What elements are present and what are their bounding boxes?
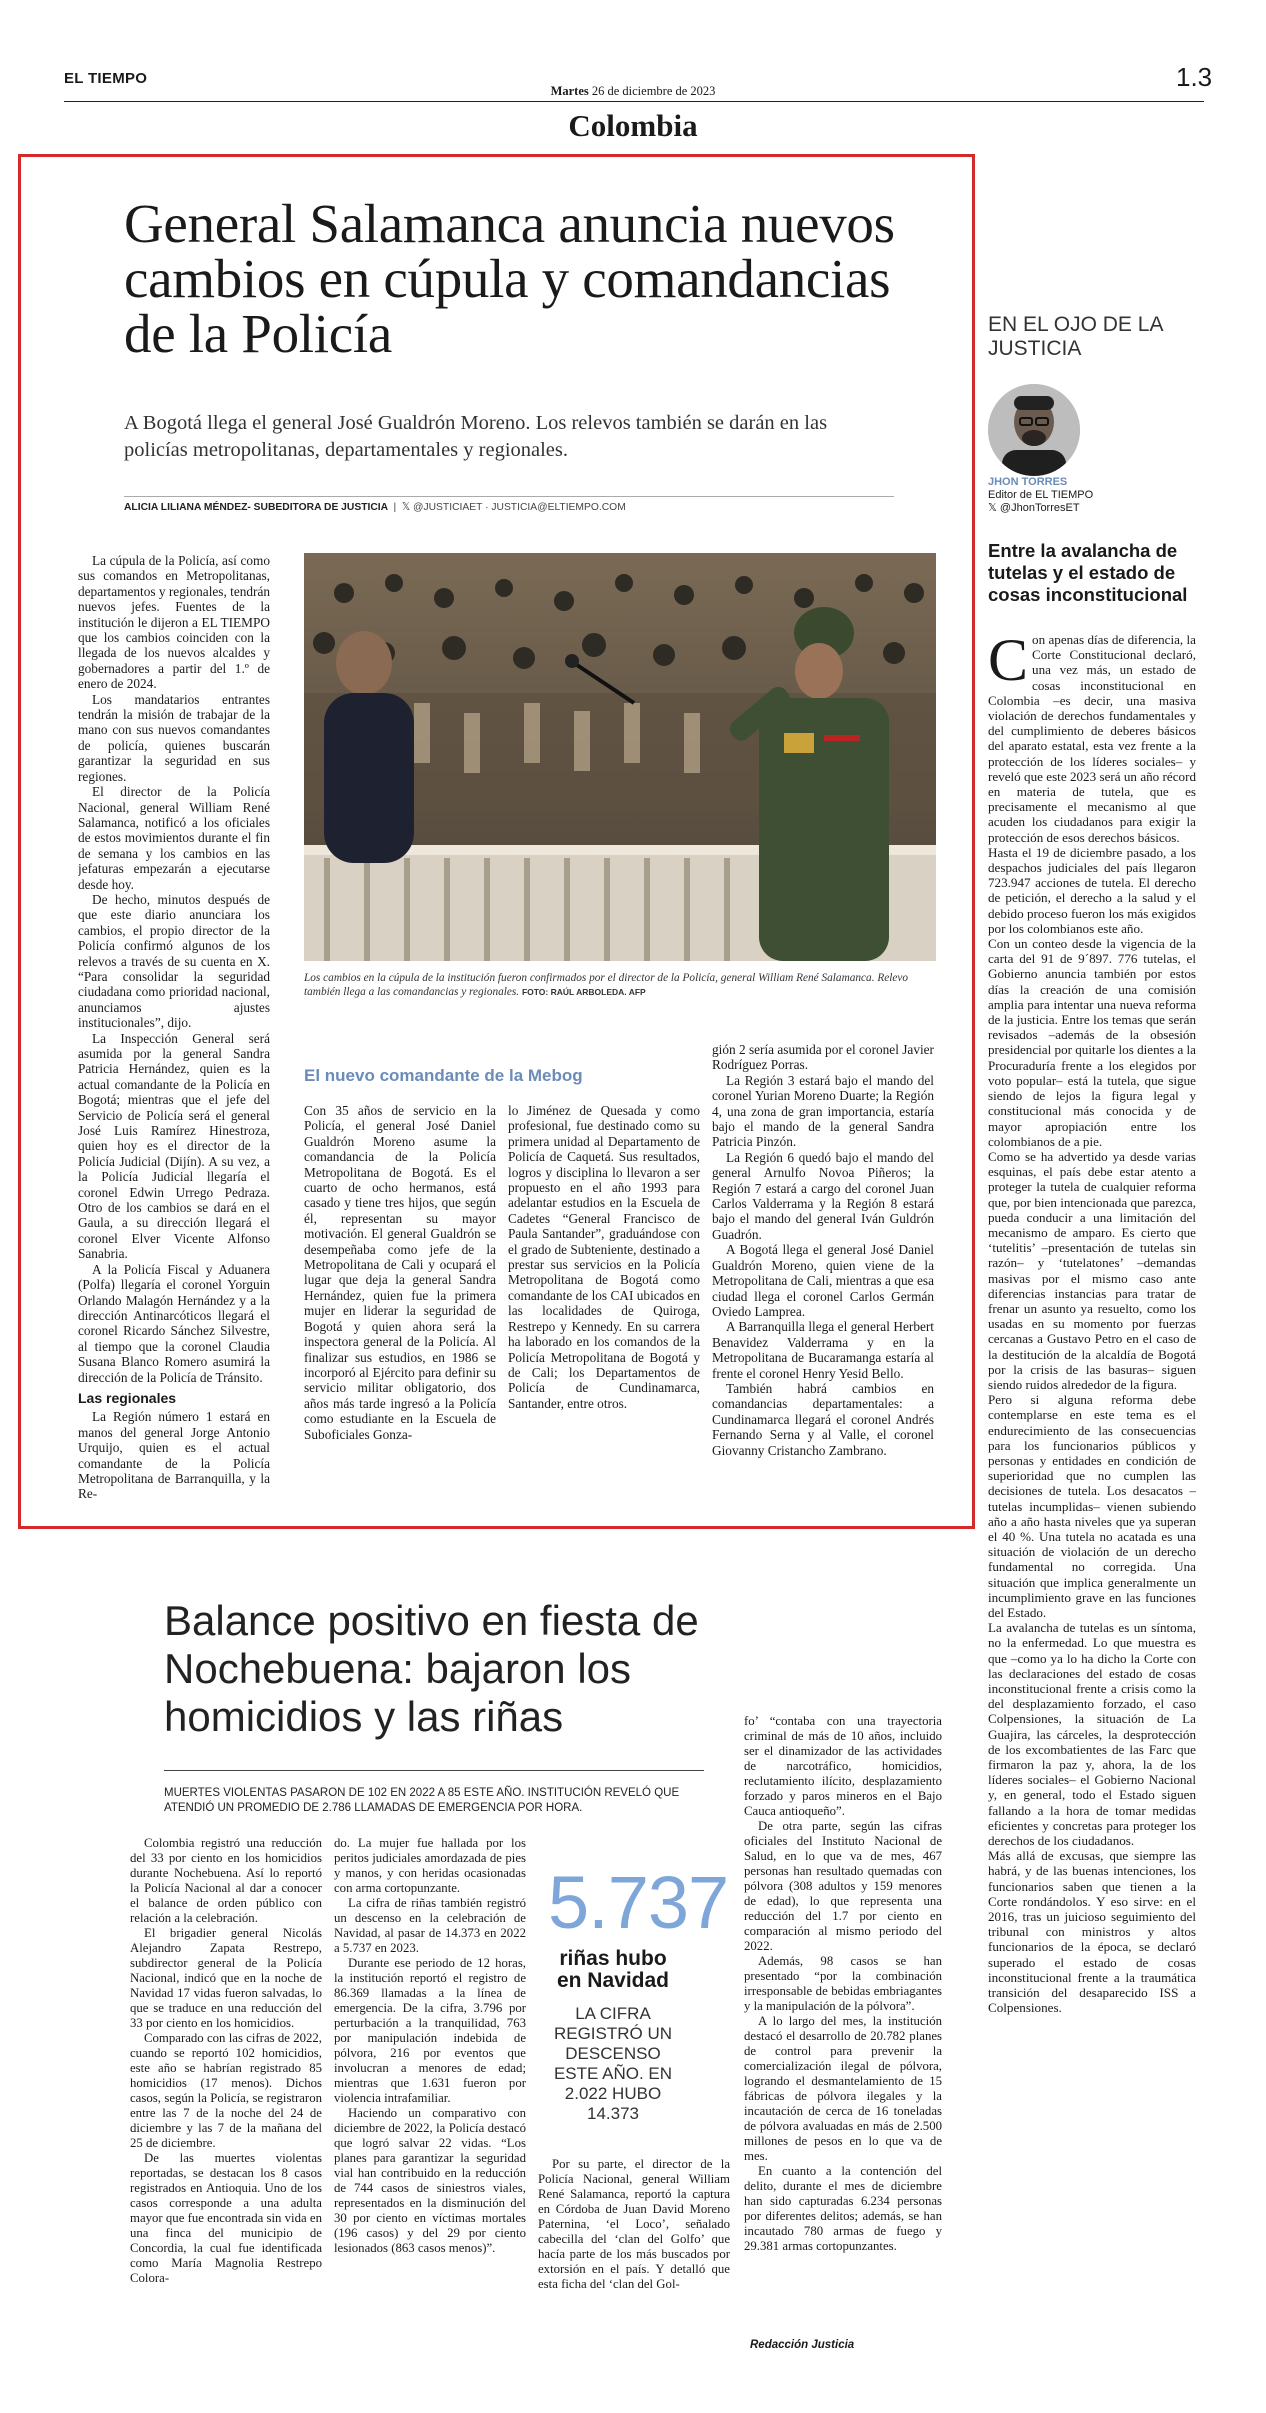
paragraph: También habrá cambios en comandancias departamentales: a Cundinamarca llegará el coronel Andrés Fernando Serna y al Valle, el coronel Giovanny Cristancho Zambrano. (712, 1380, 934, 1458)
paragraph: Pero si alguna reforma debe contemplarse en este tema es el endurecimiento de las consecuencias para los funcionarios públicos y personas y entidades en condición de superioridad que no cumplen las decisiones de tutela. Los desacatos –tutelas incumplidas– vienen subiendo año a año hasta niveles que ya superan el 40 %. Una tutela no acatada es una situación de violación de un derecho fundamental no corregida. Una situación que implica generalmente un incumplimiento grave en las funciones del Estado. (988, 1392, 1196, 1620)
caption-text: Los cambios en la cúpula de la institución fueron confirmados por el director de la Policía, general William René Salamanca. Relevo también llega a las comandancias y regionales. (304, 972, 909, 998)
photo-credit: FOTO: RAÚL ARBOLEDA. AFP (521, 987, 646, 997)
byline-author: ALICIA LILIANA MÉNDEZ- SUBEDITORA DE JUSTICIA (124, 502, 388, 513)
opinion-headline: Entre la avalancha de tutelas y el estado de cosas inconstitucional (988, 540, 1188, 605)
paragraph: A la Policía Fiscal y Aduanera (Polfa) llegaría el coronel Yorguin Orlando Malagón Hernández y a la dirección Antinarcóticos llegará el coronel Ricardo Sánchez Silvestre, al tiempo que la coronel Claudia Susana Blanco Romero asumirá la dirección de la Policía de Tránsito. (78, 1261, 270, 1385)
author-handle: @JhonTorresET (999, 502, 1080, 514)
paragraph: La Región número 1 estará en manos del general Jorge Antonio Urquijo, quien es el actual comandante de la Policía Metropolitana de Barranquilla, y la Re- (78, 1409, 270, 1502)
signature: Redacción Justicia (750, 2339, 855, 2351)
paragraph: Durante ese periodo de 12 horas, la institución reportó el registro de 86.369 llamadas a la línea de emergencia. De la cifra, 3.796 por perturbación a la tranquilidad, 763 por manipulación indebida de pólvora, 216 por eventos que involucran a menores de edad; mientras que 1.631 fueron por violencia intrafamiliar. (334, 1956, 526, 2105)
dateline-weekday: Martes (550, 84, 589, 98)
x-icon: 𝕏 (988, 502, 1000, 514)
second-deck: MUERTES VIOLENTAS PASARON DE 102 EN 2022 A 85 ESTE AÑO. INSTITUCIÓN REVELÓ QUE ATENDIÓ UN PROMEDIO DE 2.786 LLAMADAS DE EMERGENCIA POR HORA. (164, 1787, 680, 1814)
paragraph: De las muertes violentas reportadas, se destacan los 8 casos registrados en Antioquia. Uno de los casos corresponde a una adulta mayor que fue encontrada sin vida en una finca del municipio de Concordia, la cual fue identificada como María Magnolia Restrepo Colora- (130, 2151, 322, 2285)
paragraph: El director de la Policía Nacional, general William René Salamanca, notificó a los oficiales de estos movimientos durante el fin de semana y los cambios en las jefaturas empezarán a ejecutarse desde hoy. (78, 784, 270, 892)
dateline-date: 26 de diciembre de 2023 (591, 84, 716, 98)
paragraph: El brigadier general Nicolás Alejandro Zapata Restrepo, subdirector general de la Policía Nacional, indicó que en la noche de Navidad 17 vidas fueron salvadas, lo que se traduce en una reducción del 33 por ciento en los homicidios. (130, 1926, 322, 2030)
paragraph: La cifra de riñas también registró un descenso en la celebración de Navidad, al pasar de 14.373 en 2022 a 5.737 en 2023. (334, 1896, 526, 1955)
paragraph: A Bogotá llega el general José Daniel Gualdrón Moreno, quien viene de la Metropolitana de Cali, mientras a que esa ciudad llega el coronel Carlos Germán Oviedo Lamprea. (712, 1242, 934, 1319)
x-icon: | 𝕏 (390, 502, 414, 513)
section-title: Colombia (568, 108, 698, 143)
second-column-2 (334, 1836, 526, 2356)
dateline (0, 84, 1266, 99)
stat-box (548, 1861, 729, 2124)
paragraph: do. La mujer fue hallada por los peritos judiciales amordazada de pies y manos, y con heridas ocasionadas con arma cortopunzante. (334, 1836, 526, 1895)
stat-label: riñas hubo en Navidad (556, 1947, 670, 1992)
second-headline: Balance positivo en fiesta de Nochebuena: bajaron los homicidios y las riñas (164, 1597, 699, 1740)
main-headline: General Salamanca anuncia nuevos cambios en cúpula y comandancias de la Policía (124, 193, 895, 364)
paragraph: Más allá de excusas, que siempre las habrá, y de las buenas intenciones, los funcionarios saben que tienen a la Corte rondándolos. Y eso sirve: en el 2016, tras un juicioso seguimiento del tribunal con ministros y altos funcionarios de la época, se declaró superado el estado de cosas inconstitucional frente a la traumática transición del desaparecido ISS a Colpensiones. (988, 1848, 1196, 2016)
paragraph: La avalancha de tutelas es un síntoma, no la enfermedad. Lo que muestra es que –como ya lo ha dicho la Corte con las declaraciones del estado de cosas inconstitucional frente a crisis como la del desplazamiento forzado, el caso Colpensiones, la situación de La Guajira, las cárceles, la desprotección de los excombatientes de las Farc que firmaron la paz y, ahora, la de los líderes sociales– el Gobierno Nacional y, en general, todo el Estado siguen fallando a la hora de tomar medidas eficientes y concretas para proteger los derechos de los ciudadanos. (988, 1620, 1196, 1849)
paragraph: La cúpula de la Policía, así como sus comandos en Metropolitanas, departamentos y regionales, tendrán nuevos jefes. Fuentes de la institución le dijeron a EL TIEMPO que los cambios coinciden con la llegada de los nuevos alcaldes y gobernadores a partir del 1.º de enero de 2024. (78, 553, 270, 692)
main-column-4 (712, 1042, 934, 1515)
paragraph: En cuanto a la contención del delito, durante el mes de diciembre han sido capturadas 6.234 personas por diferentes delitos; además, se han incautado 780 armas de fuego y 29.381 armas cortopunzantes. (744, 2164, 942, 2253)
dropcap: C (988, 632, 1029, 693)
paragraph: Con un conteo desde la vigencia de la carta del 91 de 9´897. 776 tutelas, el Gobierno anuncia también por estos días la creación de una comisión amplia para intentar una nueva reforma de la justicia. Entre los temas que serán revisados –además de la obsesión presidencial por quitarle los dientes a la Procuraduría frente a los elegidos por voto popular– está la tutela, que sigue siendo de lejos la figura legal y constitucional más conocida y de mayor apropiación entre los colombianos de a pie. (988, 936, 1196, 1149)
byline (124, 496, 894, 513)
author-name: JHON TORRES (988, 476, 1068, 488)
photo-caption (304, 971, 934, 999)
paragraph: A Barranquilla llega el general Herbert Benavidez Valderrama y en la Metropolitana de Bucaramanga estaría al frente el coronel Henry Yesid Bello. (712, 1319, 934, 1381)
ceremony-photo (304, 553, 936, 961)
main-photo (304, 553, 936, 961)
main-column-1 (78, 553, 270, 1515)
paragraph: gión 2 sería asumida por el coronel Javier Rodríguez Porras. (712, 1042, 934, 1073)
byline-social: @JUSTICIAET · JUSTICIA@ELTIEMPO.COM (413, 502, 626, 513)
author-avatar (988, 384, 1080, 476)
author-block (988, 476, 1093, 515)
author-role: Editor de EL TIEMPO (988, 489, 1094, 501)
second-rule (164, 1770, 704, 1771)
opinion-kicker: EN EL OJO DE LA JUSTICIA (988, 313, 1163, 360)
paragraph: fo’ “contaba con una trayectoria criminal de más de 10 años, incluido ser el dinamizador de las actividades de narcotráfico, homicidios, reclutamiento ilícito, desplazamiento forzado y paros mineros en el Bajo Cauca antioqueño”. (744, 1714, 942, 1818)
paragraph: Colombia registró una reducción del 33 por ciento en los homicidios durante Nochebuena. Así lo reportó la Policía Nacional al dar a conocer el balance de orden público con relación a la celebración. (130, 1836, 322, 1925)
stat-number: 5.737 (548, 1861, 729, 1944)
author-handle-line (988, 502, 1093, 515)
paragraph: lo Jiménez de Quesada y como profesional, fue destinado como su primera unidad al Departamento de Policía de Caquetá. Sus resultados, logros y disciplina lo llevaron a ser propuesto en el año 1993 para adelantar estudios en la Escuela de Cadetes “General Francisco de Paula Santander”, graduándose con el grado de Subteniente, destinado a prestar sus servicios en la Policía Metropolitana de Bogotá como comandante de los CAI ubicados en las localidades de Quiroga, Restrepo y Kennedy. En su carrera ha laborado en los comandos de la Policía Metropolitana de Bogotá y de Cali; los Departamentos de Policía de Cundinamarca, Santander, entre otros. (508, 1103, 700, 1411)
paragraph: De otra parte, según las cifras oficiales del Instituto Nacional de Salud, en lo que va de mes, 467 personas han resultado quemadas con pólvora (308 adultos y 159 menores de edad), lo que representa una reducción del 1.7 por ciento en comparación al mismo periodo del 2022. (744, 1819, 942, 1953)
second-column-4 (744, 1714, 942, 2334)
paragraph: Haciendo un comparativo con diciembre de 2022, la Policía destacó que logró salvar 22 vidas. “Los planes para garantizar la seguridad vial han contribuido en la reducción de 744 casos de siniestros viales, representados en la disminución del 30 por ciento en víctimas mortales (196 casos) y del 29 por ciento lesionados (863 casos menos)”. (334, 2106, 526, 2255)
paragraph: Comparado con las cifras de 2022, cuando se reportó 102 homicidios, este año se habrían registrado 85 homicidios (17 menos). Dichos casos, según la Policía, se registraron entre las 7 de la noche del 24 de diciembre y las 7 de la mañana del 25 de diciembre. (130, 2031, 322, 2150)
main-deck: A Bogotá llega el general José Gualdrón Moreno. Los relevos también se darán en las policías metropolitanas, departamentales y regionales. (124, 412, 828, 461)
paragraph: La Región 6 quedó bajo el mando del general Arnulfo Novoa Piñeros; la Región 7 estará a cargo del coronel Juan Carlos Valderrama y la Región 8 estará bajo el mando del general Iván Guldrón Guadrón. (712, 1149, 934, 1242)
author-photo (988, 384, 1080, 476)
main-column-3 (508, 1103, 700, 1515)
paragraph: Como se ha advertido ya desde varias esquinas, el país debe estar atento a proteger la tutela de cualquier reforma que, por bien intencionada que parezca, pueda conducir a una limitación del mecanismo de amparo. Es cierto que ‘tutelitis’ –presentación de tutelas sin razón– y ‘tutelatones’ –demandas masivas por el mismo caso ante diferencias instancias para tratar de frenar un asunto ya resuelto, como los usadas en su momento por fuerzas cercanas a Gustavo Petro en el caso de la destitución de la alcaldía de Bogotá por la crisis de las basuras– siguen siendo ruidos alrededor de la figura. (988, 1148, 1196, 1392)
paragraph: Además, 98 casos se han presentado “por la combinación irresponsable de bebidas embriagantes y la manipulación de la pólvora”. (744, 1954, 942, 2013)
page-number: 1.3 (1176, 62, 1213, 92)
paragraph: Por su parte, el director de la Policía Nacional, general William René Salamanca, reportó la captura en Córdoba de Juan David Moreno Paternina, ‘el Loco’, señalado cabecilla del ‘clan del Golfo’ que hacía parte de los más buscados por extorsión en el país. Y detalló que esta ficha del ‘clan del Gol- (538, 2157, 730, 2291)
paragraph: La Región 3 estará bajo el mando del coronel Yurian Moreno Duarte; la Región 4, una zona de gran importancia, estaría bajo el mando de la general Sandra Patricia Pinzón. (712, 1072, 934, 1150)
paragraph: Con 35 años de servicio en la Policía, el general José Daniel Gualdrón Moreno asume la comandancia de la Policía Metropolitana de Bogotá. Es el cuarto de ocho hermanos, está casado y tiene tres hijos, que según él, representan su mayor motivación. El general Gualdrón se desempeñaba como jefe de la Metropolitana de Cali y ocupará el lugar que deja la general Sandra Hernández, quien fue la primera mujer en liderar la seguridad de Bogotá y quien ahora será la inspectora general de la Policía. Al finalizar sus estudios, en 1986 se incorporó al Ejército para definir su servicio militar obligatorio, dos años más tarde ingresó a la Policía como estudiante en la Escuela de Suboficiales Gonza- (304, 1103, 496, 1442)
opinion-body (988, 632, 1196, 2372)
subhead-regionales: Las regionales (78, 1389, 177, 1406)
second-column-1 (130, 1836, 322, 2356)
paragraph: De hecho, minutos después de que este diario anunciara los cambios, el propio director de la Policía confirmó algunos de los relevos a través de su cuenta en X. “Para consolidar la seguridad ciudadana como prioridad nacional, anunciamos ajustes institucionales”, dijo. (78, 891, 270, 1031)
paragraph: A lo largo del mes, la institución destacó el desarrollo de 20.782 planes de control para prevenir la comercialización ilegal de pólvora, logrando el desmantelamiento de 15 fábricas de pólvora ilegales y la incautación de cerca de 16 toneladas de pólvora avaluadas en más de 2.500 millones de pesos en lo que va de mes. (744, 2014, 942, 2163)
paragraph: La Inspección General será asumida por la general Sandra Patricia Hernández, quien es la actual comandante de la Policía en Bogotá; mientras que el jefe del Servicio de Policía será el general José Luis Ramírez Hinestroza, quien hoy es el director de la Policía Judicial (Dijín). A su vez, a la Policía Judicial llegaría el coronel Edwin Urrego Pedraza. Otro de los cambios se dará en el Gaula, a su dirección llegará el coronel Elver Vicente Alfonso Sanabria. (78, 1030, 270, 1262)
paragraph: Los mandatarios entrantes tendrán la misión de trabajar de la mano con sus nuevos comandantes de policía, quienes buscarán garantizar la seguridad en sus regiones. (78, 691, 270, 784)
second-column-3 (538, 2157, 730, 2357)
paragraph: Hasta el 19 de diciembre pasado, a los despachos judiciales del país llegaron 723.947 acciones de tutela. El derecho de petición, el derecho a la salud y el debido proceso fueron los más exigidos por los colombianos este año. (988, 844, 1196, 936)
masthead: EL TIEMPO (64, 70, 148, 87)
mebog-subhead: El nuevo comandante de la Mebog (304, 1066, 583, 1085)
stat-sub: LA CIFRA REGISTRÓ UN DESCENSO ESTE AÑO. EN 2.022 HUBO 14.373 (553, 2004, 673, 2123)
paragraph: on apenas días de diferencia, la Corte Constitucional declaró, una vez más, un estado de cosas inconstitucional en Colombia –es decir, una masiva violación de derechos fundamentales y del cumplimiento de deberes básicos del aparato estatal, esta vez frente a la protección de los líderes sociales– y reveló que este 2023 será un año récord en materia de tutela, que es precisamente el mecanismo al que acuden los ciudadanos para exigir la protección de esos derechos básicos. (988, 632, 1196, 845)
header-rule (64, 101, 1204, 102)
main-column-2 (304, 1103, 496, 1515)
